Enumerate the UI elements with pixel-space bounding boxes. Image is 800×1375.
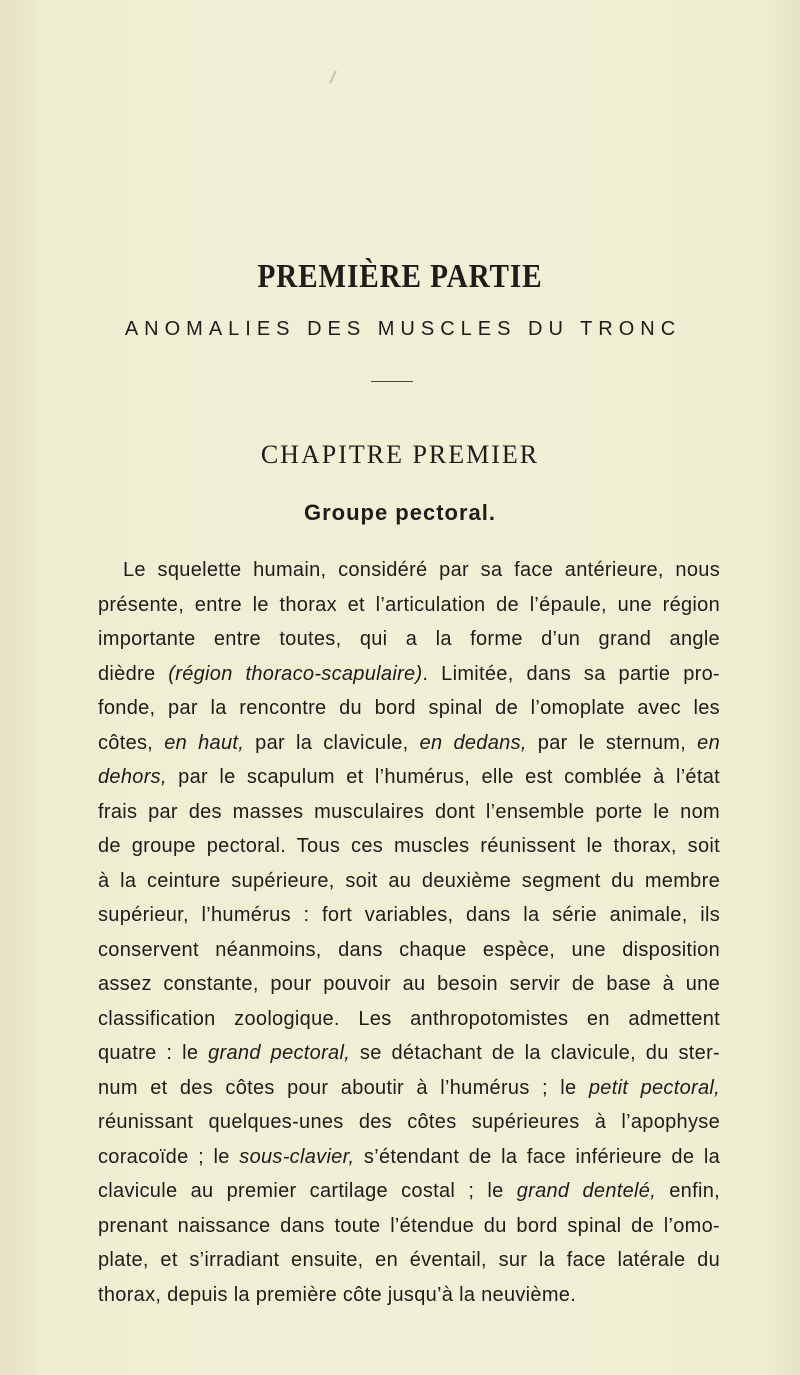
section-title: Groupe pectoral. bbox=[303, 500, 497, 525]
chapter-title: CHAPITRE PREMIER bbox=[260, 440, 540, 469]
italic-term: en dedans, bbox=[419, 731, 527, 754]
text-line: côtes, en haut, par la clavicule, en dedans, par le sternum, en bbox=[98, 731, 721, 754]
italic-term: grand dentelé, bbox=[516, 1180, 657, 1202]
italic-term: petit pectoral, bbox=[588, 1076, 720, 1099]
italic-term: en haut, bbox=[164, 731, 245, 754]
body-paragraph bbox=[98, 553, 720, 1312]
text-line: plate, et s’irradiant ensuite, en éventail, sur la face latérale du bbox=[98, 1249, 720, 1271]
text-line: thorax, depuis la première côte jusqu’à la neuvième. bbox=[98, 1283, 577, 1306]
text-line: présente, entre le thorax et l’articulation de l’épaule, une région bbox=[98, 593, 720, 616]
text-line: Le squelette humain, considéré par sa face antérieure, nous bbox=[123, 559, 720, 581]
text-line: dièdre (région thoraco-scapulaire). Limitée, dans sa partie pro- bbox=[98, 662, 720, 685]
subtitle: ANOMALIES DES MUSCLES DU TRONC bbox=[124, 318, 682, 340]
italic-term: (région thoraco-scapulaire) bbox=[168, 662, 423, 685]
text-line: dehors, par le scapulum et l’humérus, elle est comblée à l’état bbox=[98, 766, 720, 788]
italic-term: sous-clavier, bbox=[239, 1145, 355, 1168]
text-line: frais par des masses musculaires dont l’ensemble porte le nom bbox=[98, 800, 720, 823]
text-line: assez constante, pour pouvoir au besoin servir de base à une bbox=[98, 973, 720, 995]
text-line: classification zoologique. Les anthropotomistes en admettent bbox=[98, 1007, 720, 1030]
text-line: supérieur, l’humérus : fort variables, dans la série animale, ils bbox=[98, 904, 720, 926]
italic-term: grand pectoral, bbox=[208, 1042, 351, 1064]
text-line: conservent néanmoins, dans chaque espèce, une disposition bbox=[98, 938, 720, 961]
text-line: de groupe pectoral. Tous ces muscles réunissent le thorax, soit bbox=[98, 835, 720, 857]
text-line: fonde, par la rencontre du bord spinal de l’omoplate avec les bbox=[98, 697, 720, 719]
paper-speck bbox=[329, 70, 337, 84]
part-title: PREMIÈRE PARTIE bbox=[257, 258, 543, 295]
italic-term: en bbox=[697, 731, 721, 754]
text-line: num et des côtes pour aboutir à l’humérus ; le petit pectoral, bbox=[98, 1076, 720, 1099]
text-line: réunissant quelques-unes des côtes supérieures à l’apophyse bbox=[98, 1111, 720, 1133]
text-line: coracoïde ; le sous-clavier, s’étendant de la face inférieure de la bbox=[98, 1145, 721, 1168]
italic-term: dehors, bbox=[98, 766, 167, 788]
text-line: à la ceinture supérieure, soit au deuxième segment du membre bbox=[98, 869, 720, 892]
text-line: clavicule au premier cartilage costal ; le grand dentelé, enfin, bbox=[98, 1180, 720, 1202]
text-line: importante entre toutes, qui a la forme d’un grand angle bbox=[98, 628, 720, 650]
text-line: prenant naissance dans toute l’étendue du bord spinal de l’omo- bbox=[98, 1214, 720, 1237]
divider-rule bbox=[371, 381, 413, 382]
text-line: quatre : le grand pectoral, se détachant de la clavicule, du ster- bbox=[98, 1042, 720, 1064]
